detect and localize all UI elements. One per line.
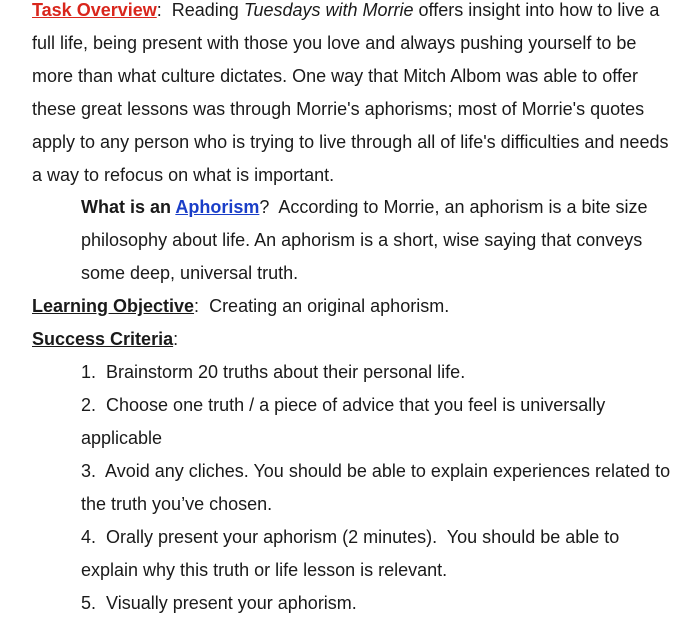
aphorism-definition-paragraph: [81, 191, 681, 290]
criteria-item: 4. Orally present your aphorism (2 minutes). You should be able to explain why this truth or life lesson is relevant.: [81, 527, 625, 580]
criteria-item: 3. Avoid any cliches. You should be able to explain experiences related to the truth you’ve chosen.: [81, 461, 681, 514]
success-criteria-list: [81, 356, 681, 620]
task-overview-colon: :: [156, 0, 162, 20]
success-criteria-colon: :: [173, 329, 179, 349]
definition-question-mark: ?: [259, 197, 270, 217]
aphorism-link[interactable]: Aphorism: [175, 197, 260, 217]
definition-text: According to Morrie, an aphorism is a bite size philosophy about life. An aphorism is a short, wise saying that conveys some deep, universal truth.: [81, 197, 653, 283]
success-criteria-paragraph: [32, 323, 682, 356]
success-criteria-heading: Success Criteria: [32, 329, 174, 349]
book-title: Tuesdays with Morrie: [243, 0, 414, 20]
definition-lead: What is an: [81, 197, 176, 217]
criteria-item: 5. Visually present your aphorism.: [81, 593, 357, 613]
learning-objective-paragraph: [32, 290, 682, 323]
task-overview-text: offers insight into how to live a full life, being present with those you love and always pushing yourself to be more than what culture dictates. One way that Mitch Albom was able to offer these great lessons was through Morrie's aphorisms; most of Morrie's quotes apply to any person who is trying to live through all of life's difficulties and needs a way to refocus on what is important.: [32, 0, 669, 185]
learning-objective-colon: :: [194, 296, 200, 316]
learning-objective-text: Creating an original aphorism.: [199, 296, 450, 316]
task-overview-paragraph: [32, 0, 682, 192]
criteria-item: 1. Brainstorm 20 truths about their personal life.: [81, 362, 466, 382]
task-overview-heading: Task Overview: [32, 0, 157, 20]
task-overview-text-intro: Reading: [161, 0, 244, 20]
criteria-item: 2. Choose one truth / a piece of advice that you feel is universally applicable: [81, 395, 611, 448]
learning-objective-heading: Learning Objective: [32, 296, 195, 316]
